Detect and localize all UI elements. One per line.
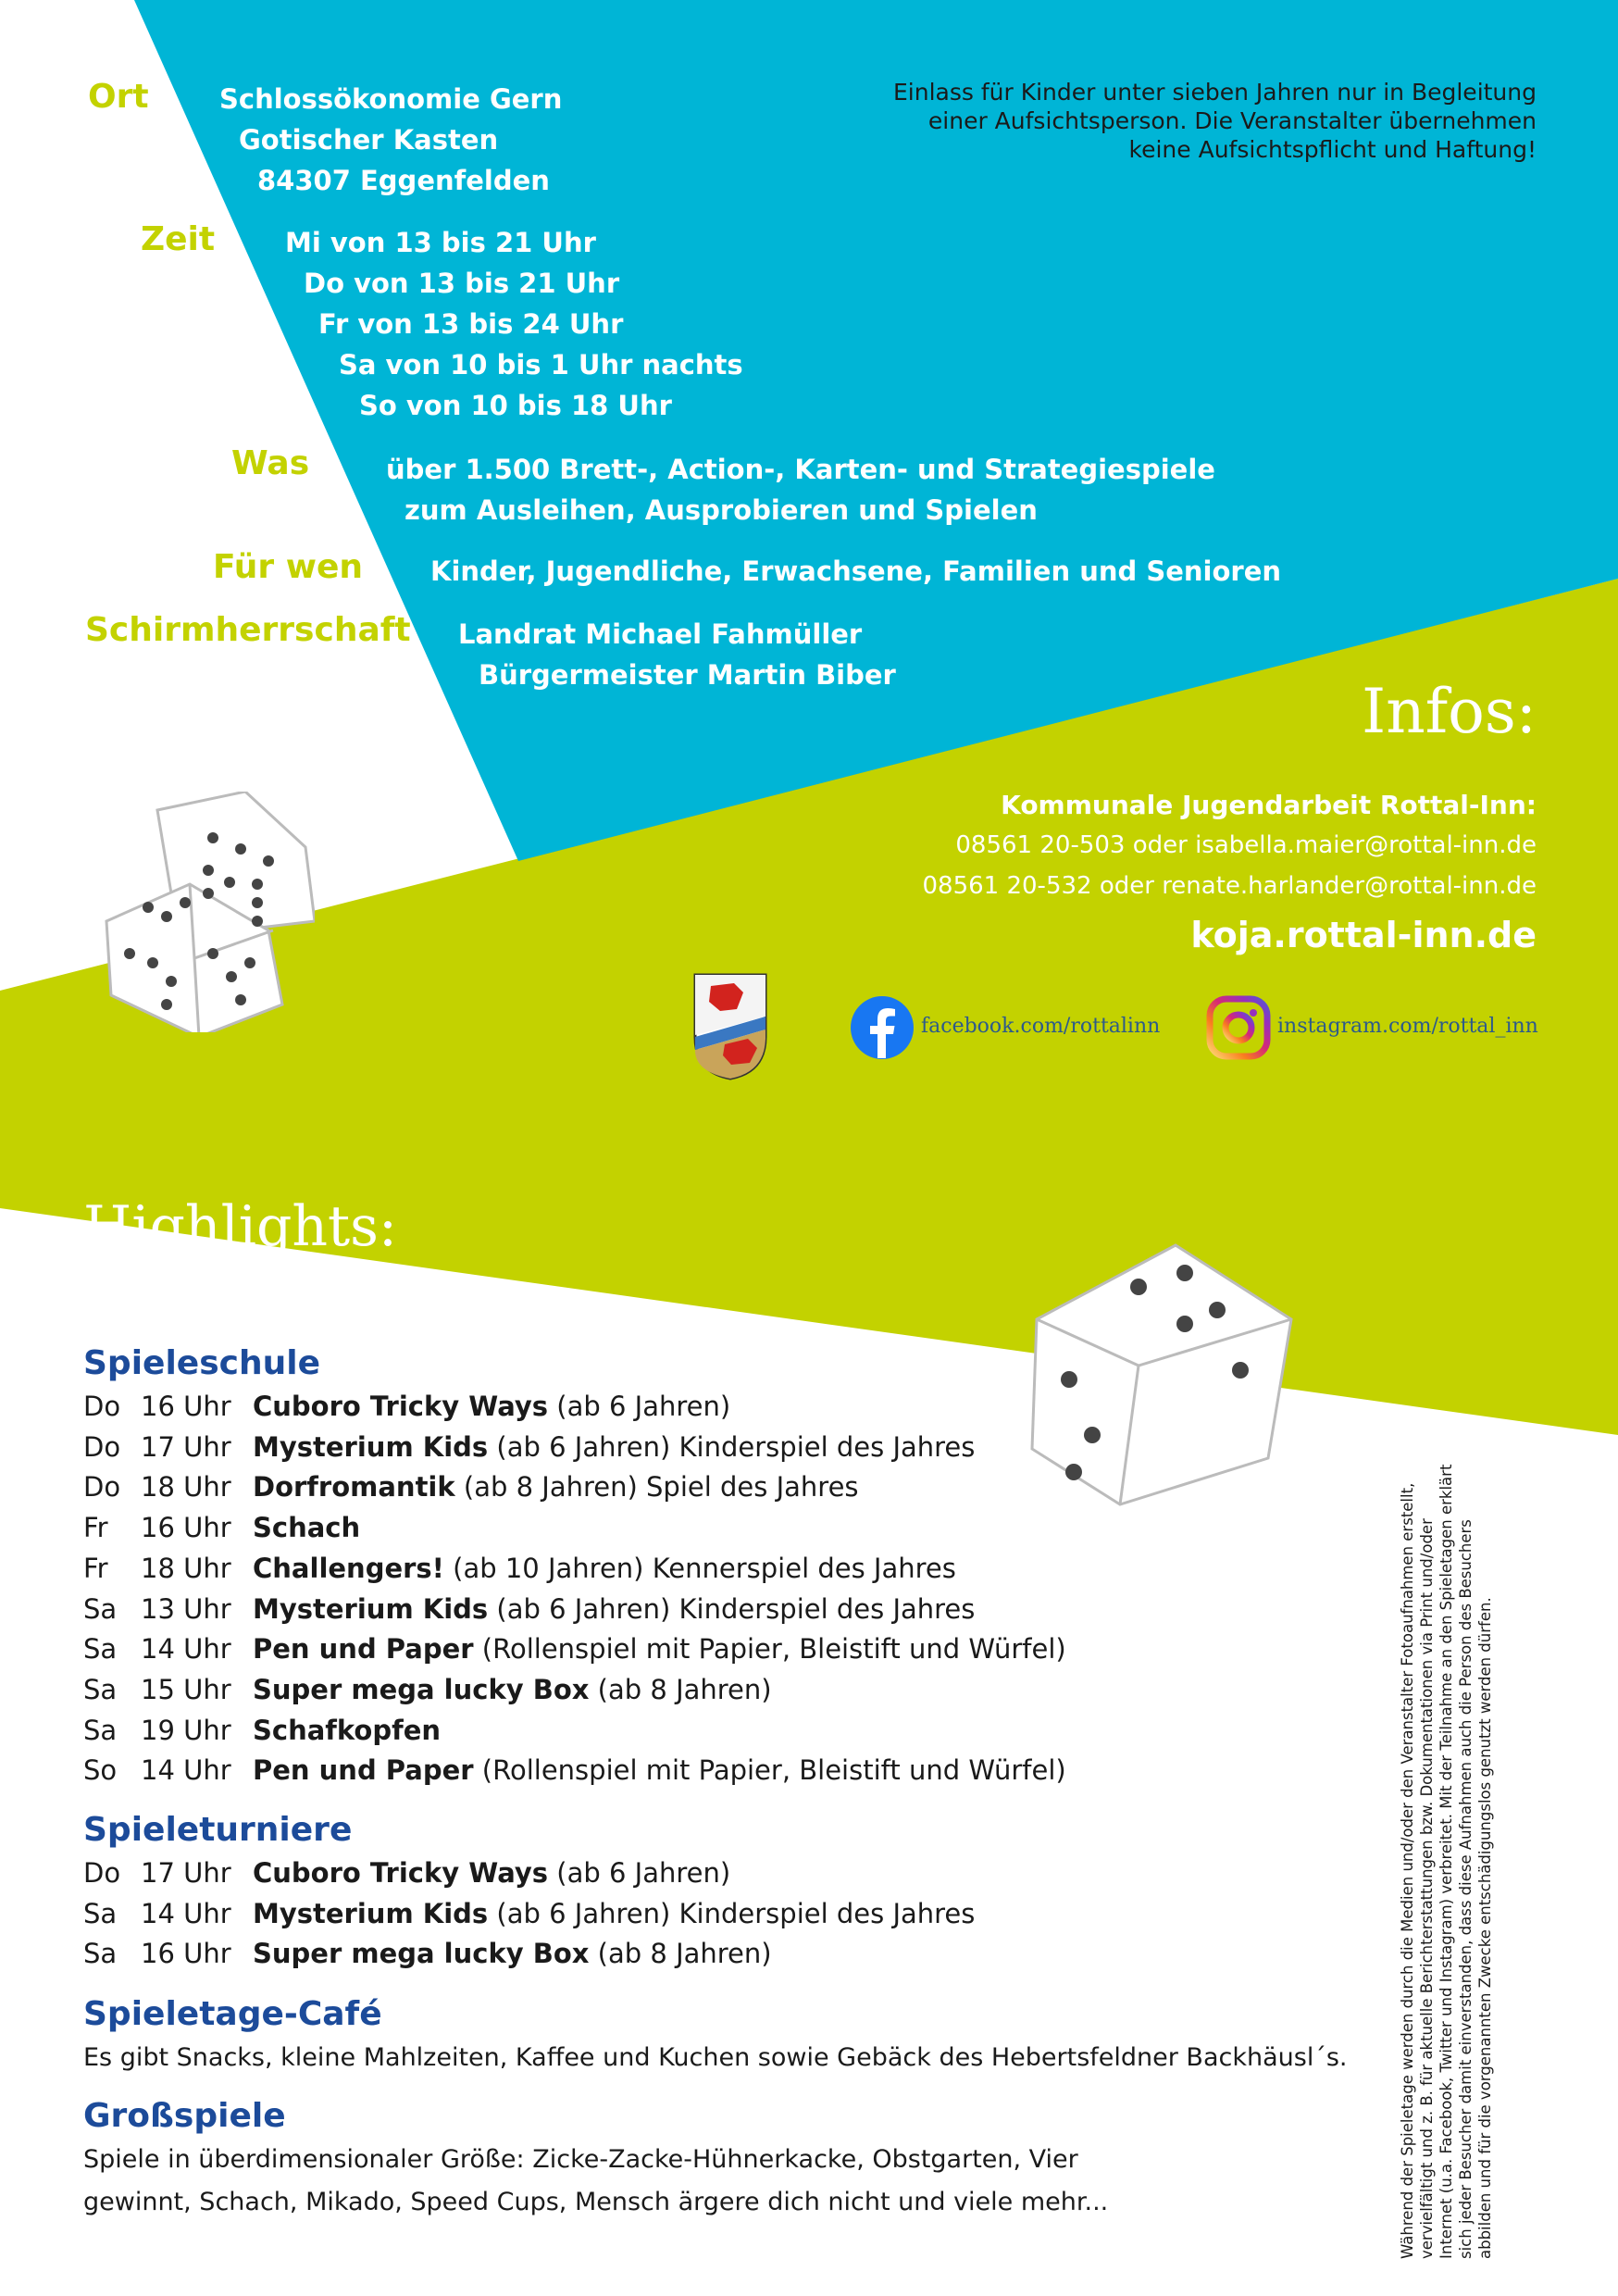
schedule-time: 14 Uhr [141,1633,231,1666]
grossspiele-text: Spiele in überdimensionaler Größe: Zicke-Zacke-Hühnerkacke, Obstgarten, Vier gewinnt, Schach, Mikado, Speed Cups, Mensch ärgere dich nicht und viele mehr... [83,2145,1109,2216]
infos-title: Infos: [1362,676,1537,747]
zeit-line: Fr von 13 bis 24 Uhr [318,308,624,340]
schedule-day: Sa [83,1673,118,1705]
game-name: Dorfromantik [253,1471,455,1504]
fuerwen-label: Für wen [213,548,364,586]
instagram-link[interactable]: instagram.com/rottal_inn [1277,1015,1538,1038]
schedule-time: 14 Uhr [141,1897,231,1929]
game-name: Mysterium Kids [253,1592,489,1625]
schedule-day: Sa [83,1633,118,1666]
infos-contact[interactable]: 08561 20-503 oder isabella.maier@rottal-inn.de [955,831,1537,859]
schedule-time: 17 Uhr [141,1857,231,1889]
zeit-label: Zeit [141,220,216,258]
schirmherrschaft-line: Landrat Michael Fahmüller [458,618,863,650]
schedule-day: Do [83,1471,121,1504]
was-line: zum Ausleihen, Ausprobieren und Spielen [404,494,1038,526]
schedule-day: Do [83,1430,121,1463]
schedule-game [253,1512,360,1543]
schedule-day: Sa [83,1592,118,1625]
game-name: Super mega lucky Box [253,1938,590,1970]
game-description: (ab 8 Jahren) [589,1938,772,1970]
game-name: Pen und Paper [253,1633,474,1666]
schedule-game [253,1391,730,1422]
schedule-time: 18 Uhr [141,1552,231,1584]
game-name: Schach [253,1512,361,1544]
game-description: (ab 10 Jahren) Kennerspiel des Jahres [443,1552,956,1584]
schedule-time: 19 Uhr [141,1714,231,1746]
schedule-time: 16 Uhr [141,1938,231,1970]
fuerwen-line: Kinder, Jugendliche, Erwachsene, Familien und Senioren [430,555,1282,587]
schirmherrschaft-line: Bürgermeister Martin Biber [479,659,896,691]
instagram-icon[interactable] [1206,995,1271,1060]
grossspiele-heading: Großspiele [83,2097,286,2135]
schedule-game [253,1857,730,1889]
game-name: Cuboro Tricky Ways [253,1391,549,1422]
highlights-title: Highlights: [83,1194,398,1259]
schedule-time: 13 Uhr [141,1592,231,1625]
ort-line: 84307 Eggenfelden [257,165,550,196]
infos-org: Kommunale Jugendarbeit Rottal-Inn: [1001,790,1537,820]
game-name: Mysterium Kids [253,1430,489,1463]
schedule-game [253,1553,956,1584]
zeit-line: Sa von 10 bis 1 Uhr nachts [339,349,743,381]
cafe-heading: Spieletage-Café [83,1995,382,2033]
zeit-line: So von 10 bis 18 Uhr [359,390,672,421]
schedule-time: 17 Uhr [141,1430,231,1463]
facebook-icon[interactable] [850,995,915,1060]
game-name: Mysterium Kids [253,1897,489,1929]
zeit-line: Do von 13 bis 21 Uhr [304,268,620,299]
schedule-time: 18 Uhr [141,1471,231,1504]
schedule-day: Sa [83,1897,118,1929]
schedule-day: Fr [83,1512,108,1544]
game-description: (ab 6 Jahren) [548,1857,731,1889]
ort-line: Schlossökonomie Gern [219,83,563,115]
game-description: (Rollenspiel mit Papier, Bleistift und Würfel) [473,1633,1066,1666]
schedule-day: Do [83,1857,121,1889]
infos-contact[interactable]: 08561 20-532 oder renate.harlander@rottal-inn.de [922,872,1537,900]
game-description: (ab 6 Jahren) Kinderspiel des Jahres [488,1430,976,1463]
ort-label: Ort [88,78,149,116]
game-description: (ab 8 Jahren) [589,1673,772,1705]
spieleturniere-heading: Spieleturniere [83,1811,353,1849]
schedule-game [253,1593,975,1625]
game-name: Pen und Paper [253,1754,474,1787]
schedule-game [253,1898,975,1929]
dice-pair-illustration [93,792,315,1032]
infos-website[interactable]: koja.rottal-inn.de [1190,915,1537,955]
photo-disclaimer: Während der Spieletage werden durch die Medien und/oder den Veranstalter Fotoaufnahmen erstellt, vervielfältigt und z. B. für aktuelle Berichterstattungen bzw. Dokumentationen via Print und/oder Internet (u.a. Facebook, Twitter und Instagram) verbreitet. Mit der Teilnahme an den Spieletagen erklärt sich jeder Besucher damit einverstanden, dass diese Aufnahmen auch die Person des Besuchers abbilden und für die vorgenannten Zwecke entschädigungslos genutzt werden dürfen. [1399,1464,1494,2259]
schedule-time: 14 Uhr [141,1754,231,1787]
schedule-game [253,1754,1066,1786]
game-description: (ab 6 Jahren) Kinderspiel des Jahres [488,1897,976,1929]
schedule-day: Fr [83,1552,108,1584]
schedule-time: 16 Uhr [141,1512,231,1544]
schedule-day: Sa [83,1714,118,1746]
was-line: über 1.500 Brett-, Action-, Karten- und Strategiespiele [386,454,1215,485]
game-description: (ab 6 Jahren) Kinderspiel des Jahres [488,1592,976,1625]
supervision-notice: Einlass für Kinder unter sieben Jahren nur in Begleitung einer Aufsichtsperson. Die Veranstalter übernehmen keine Aufsichtspflicht und Haftung! [893,79,1537,163]
cafe-text: Es gibt Snacks, kleine Mahlzeiten, Kaffee und Kuchen sowie Gebäck des Hebertsfeldner Backhäusl´s. [83,2043,1348,2072]
game-name: Super mega lucky Box [253,1673,590,1705]
schedule-game [253,1674,772,1705]
game-description: (Rollenspiel mit Papier, Bleistift und Würfel) [473,1754,1066,1787]
coat-of-arms-icon [692,972,768,1081]
was-label: Was [231,444,310,482]
facebook-link[interactable]: facebook.com/rottalinn [921,1015,1161,1038]
dice-icon-large [1018,1236,1296,1514]
schedule-day: Do [83,1391,121,1422]
schedule-game [253,1633,1066,1665]
game-description: (ab 8 Jahren) Spiel des Jahres [454,1471,859,1504]
game-name: Challengers! [253,1552,444,1584]
schedule-game [253,1938,772,1969]
game-name: Cuboro Tricky Ways [253,1857,549,1889]
schedule-time: 16 Uhr [141,1391,231,1422]
schedule-day: Sa [83,1938,118,1970]
schedule-game [253,1715,441,1746]
schirmherrschaft-label: Schirmherrschaft [85,611,411,649]
game-description: (ab 6 Jahren) [548,1391,731,1422]
game-name: Schafkopfen [253,1714,442,1746]
schedule-game [253,1431,975,1463]
schedule-time: 15 Uhr [141,1673,231,1705]
schedule-game [253,1471,859,1503]
schedule-day: So [83,1754,118,1787]
spieleschule-heading: Spieleschule [83,1344,320,1382]
zeit-line: Mi von 13 bis 21 Uhr [285,227,596,258]
ort-line: Gotischer Kasten [239,124,499,156]
